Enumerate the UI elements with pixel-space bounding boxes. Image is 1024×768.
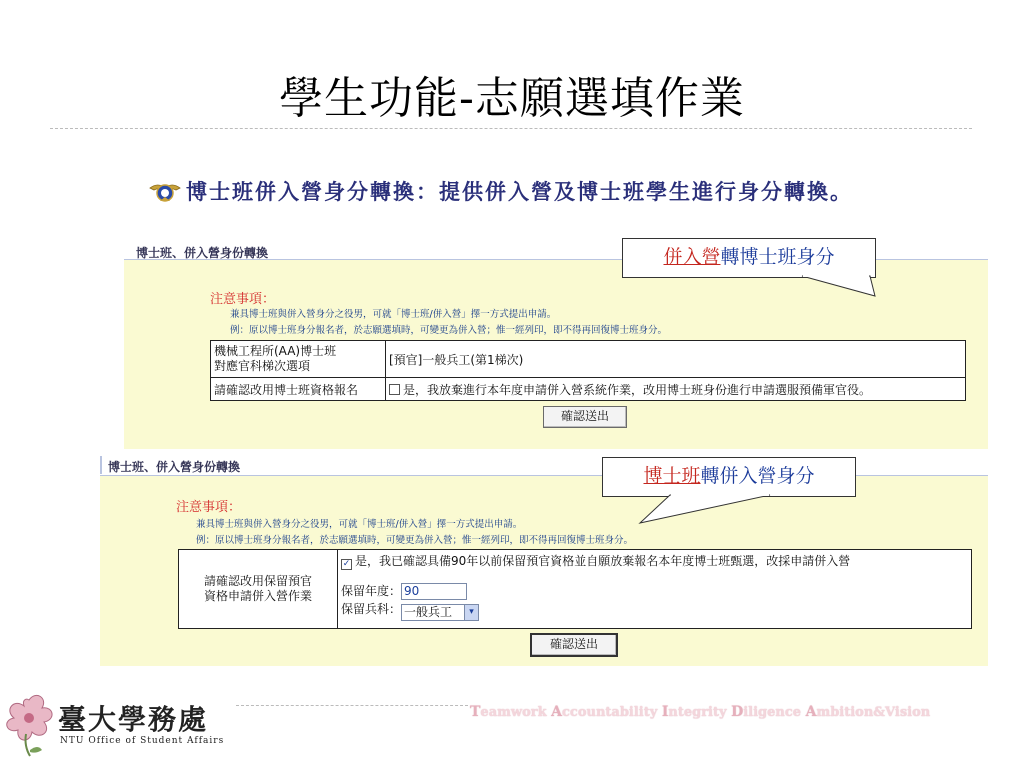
reserve-label-line2: 資格申請併入營作業 — [203, 589, 312, 603]
row2-checkbox-label: 是，我放棄進行本年度申請併入營系統作業，改用博士班身份進行申請選服預備軍官役。 — [403, 382, 872, 397]
branch-select[interactable] — [401, 604, 479, 621]
motto-word: iligence — [743, 705, 806, 720]
table-row — [211, 341, 966, 378]
branch-row — [341, 600, 968, 621]
year-row — [341, 582, 968, 600]
motto-word: eamwork — [480, 705, 552, 720]
motto-word: mbition&Vision — [816, 705, 931, 720]
panel-1-header: 博士班、併入營身份轉換 — [136, 246, 269, 260]
branch-select-value: 一般兵工 — [404, 605, 453, 619]
panel-1-notice-line-1: 兼具博士班與併入營身分之役男，可就「博士班/併入營」擇一方式提出申請。 — [230, 309, 557, 320]
military-emblem-icon — [148, 178, 182, 204]
row1-value: [預官]一般兵工(第1梯次) — [386, 341, 966, 378]
callout-2-pointer — [600, 494, 860, 526]
reserve-checkbox-row — [341, 552, 968, 570]
panel-2-form-table — [178, 549, 972, 629]
submit-button[interactable]: 確認送出 — [543, 406, 627, 428]
row1-label-line1: 機械工程所(AA)博士班 — [214, 344, 337, 358]
reserve-value — [338, 550, 972, 629]
callout-1-highlight: 併入營 — [663, 246, 721, 268]
reserve-checkbox-label: 是，我已確認具備90年以前保留預官資格並自願放棄報名本年度博士班甄選，改採申請併入營 — [355, 554, 851, 568]
panel-2-notice-line-1: 兼具博士班與併入營身分之役男，可就「博士班/併入營」擇一方式提出申請。 — [196, 519, 523, 530]
year-input[interactable]: 90 — [401, 583, 467, 600]
reserve-checkbox[interactable]: ✓ — [342, 559, 351, 569]
year-label: 保留年度： — [341, 584, 402, 598]
footer-motto — [470, 704, 930, 720]
table-row — [211, 378, 966, 401]
row2-label: 請確認改用博士班資格報名 — [211, 378, 386, 401]
callout-1-pointer — [620, 275, 880, 299]
footer-divider — [236, 705, 468, 706]
ntu-logo — [0, 690, 240, 760]
callout-1 — [622, 238, 876, 278]
panel-2-header: 博士班、併入營身份轉換 — [108, 460, 241, 474]
motto-cap: I — [661, 704, 669, 720]
motto-cap: T — [470, 704, 481, 720]
reserve-label — [179, 550, 338, 629]
callout-1-text: 轉博士班身分 — [720, 246, 835, 268]
motto-cap: A — [805, 704, 817, 720]
panel-1-form-table — [210, 340, 966, 401]
bullet-label: 博士班併入營身分轉換：提供併入營及博士班學生進行身分轉換。 — [186, 179, 853, 204]
callout-2 — [602, 457, 856, 497]
panel-2-header-bar — [100, 456, 102, 474]
switch-to-phd-checkbox[interactable] — [389, 384, 400, 395]
reserve-label-line1: 請確認改用保留預官 — [203, 574, 312, 588]
callout-2-highlight: 博士班 — [643, 465, 701, 487]
branch-label: 保留兵科： — [341, 602, 402, 616]
panel-2-notice-title: 注意事項： — [176, 500, 242, 515]
row2-value — [386, 378, 966, 401]
motto-cap: A — [551, 704, 562, 720]
panel-1-notice-line-2: 例：原以博士班身分報名者，於志願選填時，可變更為併入營；惟一經列印，即不得再回復博士班身分。 — [230, 325, 668, 336]
row1-label-line2: 對應官科梯次選項 — [214, 359, 311, 373]
slide-title: 學生功能-志願選填作業 — [279, 73, 745, 124]
motto-word: ntegrity — [668, 705, 732, 720]
org-name-cn: 臺大學務處 — [58, 703, 209, 736]
submit-button-2[interactable]: 確認送出 — [530, 633, 618, 657]
table-row — [179, 550, 972, 629]
chevron-down-icon[interactable]: ▾ — [464, 605, 478, 620]
flower-icon — [2, 692, 56, 758]
row1-label — [211, 341, 386, 378]
panel-2-notice-line-2: 例：原以博士班身分報名者，於志願選填時，可變更為併入營；惟一經列印，即不得再回復博士班身分。 — [196, 535, 634, 546]
org-name-en: NTU Office of Student Affairs — [60, 736, 225, 746]
panel-1-notice-title: 注意事項： — [210, 292, 276, 307]
callout-2-text: 轉併入營身分 — [700, 465, 815, 487]
title-divider — [50, 128, 972, 129]
motto-word: ccountability — [562, 705, 662, 720]
bullet-text — [148, 176, 853, 206]
motto-cap: D — [731, 704, 744, 720]
